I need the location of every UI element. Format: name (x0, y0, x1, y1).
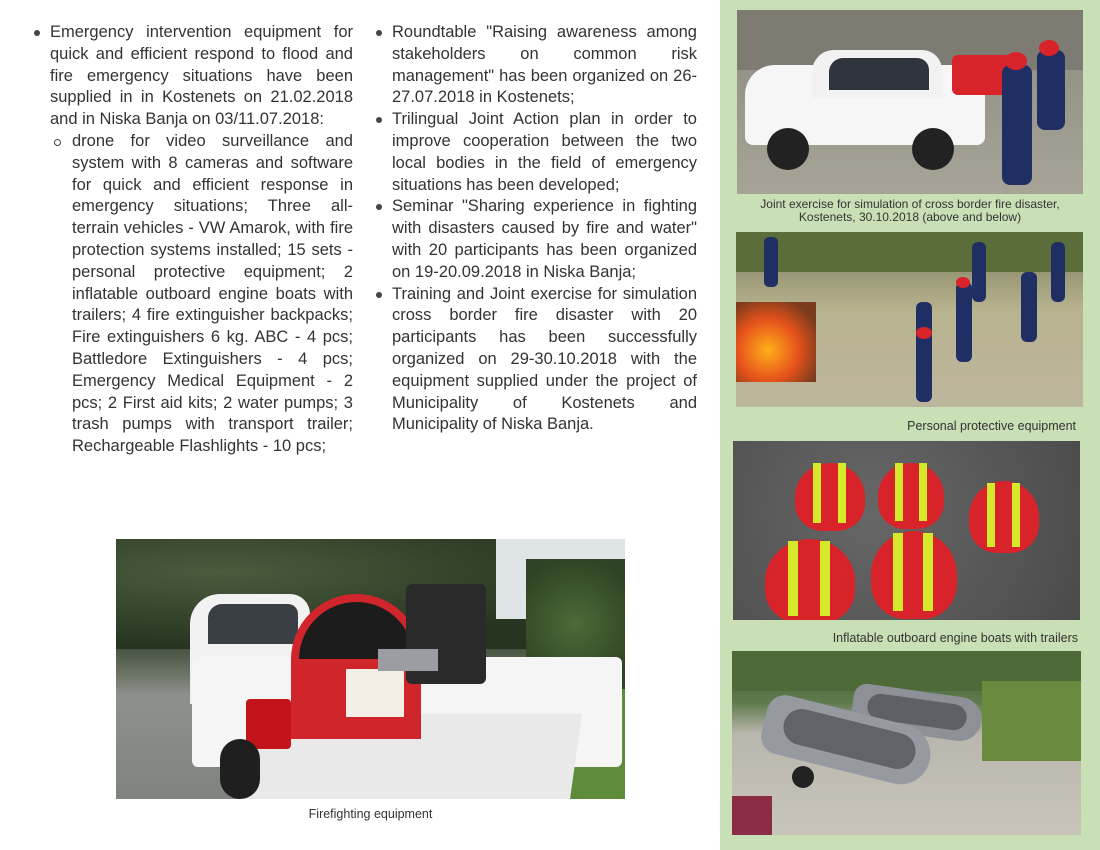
bullet-text-equipment: Emergency intervention equipment for quick and efficient respond to flood and fire emergency situations have been supplied in in Kostenets on 21.02.2018 and in Niska Banja on 03/11.07.2018: (50, 23, 353, 129)
caption-boats: Inflatable outboard engine boats with trailers (832, 631, 1078, 645)
list-item: Trilingual Joint Action plan in order to improve cooperation between the two local bodies in the field of emergency situations has been developed; (392, 109, 697, 196)
text-column-middle (372, 22, 697, 436)
caption-ppe: Personal protective equipment (907, 419, 1076, 433)
list-item: Seminar "Sharing experience in fighting with disasters caused by fire and water" with 20 participants has been organized on 19-20.09.2018 in Niska Banja; (392, 196, 697, 283)
bullet-list (30, 22, 353, 458)
joint-exercise-truck-photo (737, 10, 1083, 194)
bullet-list (372, 22, 697, 436)
list-item: Roundtable "Raising awareness among stakeholders on common risk management" has been organized on 26-27.07.2018 in Kostenets; (392, 22, 697, 109)
inflatable-boats-photo (732, 651, 1081, 835)
caption-firefighting-equipment: Firefighting equipment (308, 807, 433, 821)
caption-joint-exercise: Joint exercise for simulation of cross border fire disaster, Kostenets, 30.10.2018 (above and below) (760, 197, 1060, 224)
list-item: Training and Joint exercise for simulation cross border fire disaster with 20 participants has been successfully organized on 29-30.10.2018 with the equipment supplied under the project of Municipality of Kostenets and Municipality of Niska Banja. (392, 284, 697, 437)
fire-exercise-photo (736, 232, 1083, 407)
sub-bullet-list (50, 131, 353, 458)
list-item: drone for video surveillance and system with 8 cameras and software for quick and efficient response in emergency situations; Three all-terrain vehicles - VW Amarok, with fire protection systems installed; 15 sets - personal protective equipment; 2 inflatable outboard engine boats with trailers; 4 fire extinguisher backpacks; Fire extinguishers 6 kg. ABC - 4 pcs; Battledore Extinguishers - 4 pcs; Emergency Medical Equipment - 2 pcs; 2 First aid kits; 2 water pumps; 3 trash pumps with transport trailer; Rechargeable Flashlights - 10 pcs; (72, 131, 353, 458)
personal-protective-equipment-photo (733, 441, 1080, 620)
text-column-left (30, 22, 353, 458)
list-item (50, 22, 353, 458)
firefighting-equipment-photo (116, 539, 625, 799)
